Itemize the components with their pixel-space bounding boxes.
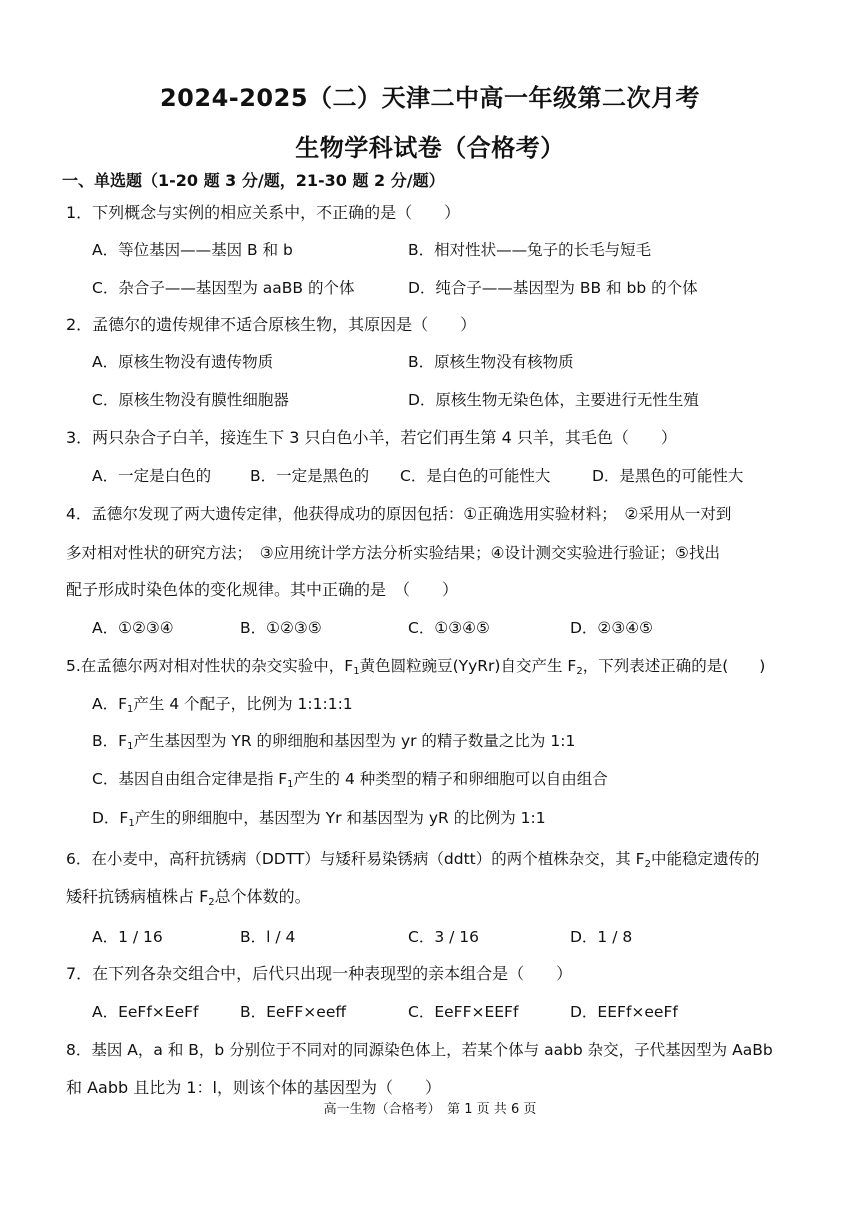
question-5-stem: 5.在孟德尔两对相对性状的杂交实验中，$F_1$黄色圆粒豌豆(YyRr)自交产生 $F_2$，下列表述正确的是( ) [66,657,766,677]
question-7-option-a: A．EeFf×EeFf [92,1003,199,1021]
question-3-option-c: C．是白色的可能性大 [400,467,551,485]
question-2-option-d: D．原核生物无染色体，主要进行无性生殖 [408,391,699,409]
question-6-option-c: C．3 / 16 [408,928,479,946]
question-1-option-b: B．相对性状——兔子的长毛与短毛 [408,241,652,259]
question-6-option-b: B．l / 4 [240,928,296,946]
question-6-option-d: D．1 / 8 [570,928,633,946]
question-5-option-c: C．基因自由组合定律是指 $F_1$产生的 4 种类型的精子和卵细胞可以自由组合 [92,770,608,790]
question-3-stem: 3．两只杂合子白羊，接连生下 3 只白色小羊，若它们再生第 4 只羊，其毛色（ ） [66,428,677,447]
question-6-option-a: A．1 / 16 [92,928,163,946]
question-3-option-d: D．是黑色的可能性大 [592,467,744,485]
question-4-option-d: D．②③④⑤ [570,619,654,637]
question-5-option-b: B．$F_1$产生基因型为 YR 的卵细胞和基因型为 yr 的精子数量之比为 1:1 [92,732,576,752]
section-heading: 一、单选题（1-20 题 3 分/题，21-30 题 2 分/题） [62,171,445,190]
question-6-stem-line-2: 矮秆抗锈病植株占 $F_2$总个体数的。 [66,887,311,908]
question-5-option-a: A．$F_1$产生 4 个配子，比例为 1:1:1:1 [92,695,353,715]
question-1-option-c: C．杂合子——基因型为 aaBB 的个体 [92,279,355,297]
question-1-option-d: D．纯合子——基因型为 BB 和 bb 的个体 [408,279,698,297]
question-4-stem-line-1: 4．孟德尔发现了两大遗传定律，他获得成功的原因包括：①正确选用实验材料； ②采用从一对到 [66,505,732,523]
question-2-option-a: A．原核生物没有遗传物质 [92,353,274,371]
question-4-option-b: B．①②③⑤ [240,619,322,637]
question-4-stem-line-3: 配子形成时染色体的变化规律。其中正确的是 （ ） [66,580,459,599]
question-2-stem: 2．孟德尔的遗传规律不适合原核生物，其原因是（ ） [66,315,477,334]
question-7-option-d: D．EEFf×eeFf [570,1003,678,1021]
question-2-option-b: B．原核生物没有核物质 [408,353,574,371]
question-3-option-a: A．一定是白色的 [92,467,212,485]
question-1-stem: 1．下列概念与实例的相应关系中，不正确的是（ ） [66,203,461,222]
question-1-option-a: A．等位基因——基因 B 和 b [92,241,293,259]
question-5-option-d: D．$F_1$产生的卵细胞中，基因型为 Yr 和基因型为 yR 的比例为 1:1 [92,809,546,829]
page-footer: 高一生物（合格考） 第 1 页 共 6 页 [323,1102,537,1117]
question-6-stem-line-1: 6．在小麦中，高秆抗锈病（DDTT）与矮秆易染锈病（ddtt）的两个植株杂交，其 $F_2$中能稳定遗传的 [66,850,760,870]
question-4-stem-line-2: 多对相对性状的研究方法； ③应用统计学方法分析实验结果；④设计测交实验进行验证；⑤找出 [66,544,720,562]
question-8-stem-line-1: 8．基因 A，a 和 B，b 分别位于不同对的同源染色体上，若某个体与 aabb 杂交，子代基因型为 AaBb [66,1041,773,1059]
question-4-option-a: A．①②③④ [92,619,174,637]
exam-subtitle: 生物学科试卷（合格考） [295,134,565,162]
question-4-option-c: C．①③④⑤ [408,619,490,637]
question-8-stem-line-2: 和 Aabb 且比为 1：l，则该个体的基因型为（ ） [66,1078,441,1097]
question-3-option-b: B．一定是黑色的 [250,467,370,485]
exam-title: 2024-2025（二）天津二中高一年级第二次月考 [159,84,701,112]
question-7-stem: 7．在下列各杂交组合中，后代只出现一种表现型的亲本组合是（ ） [66,964,573,983]
question-2-option-c: C．原核生物没有膜性细胞器 [92,391,289,409]
question-7-option-b: B．EeFF×eeff [240,1003,347,1021]
question-7-option-c: C．EeFF×EEFf [408,1003,519,1021]
